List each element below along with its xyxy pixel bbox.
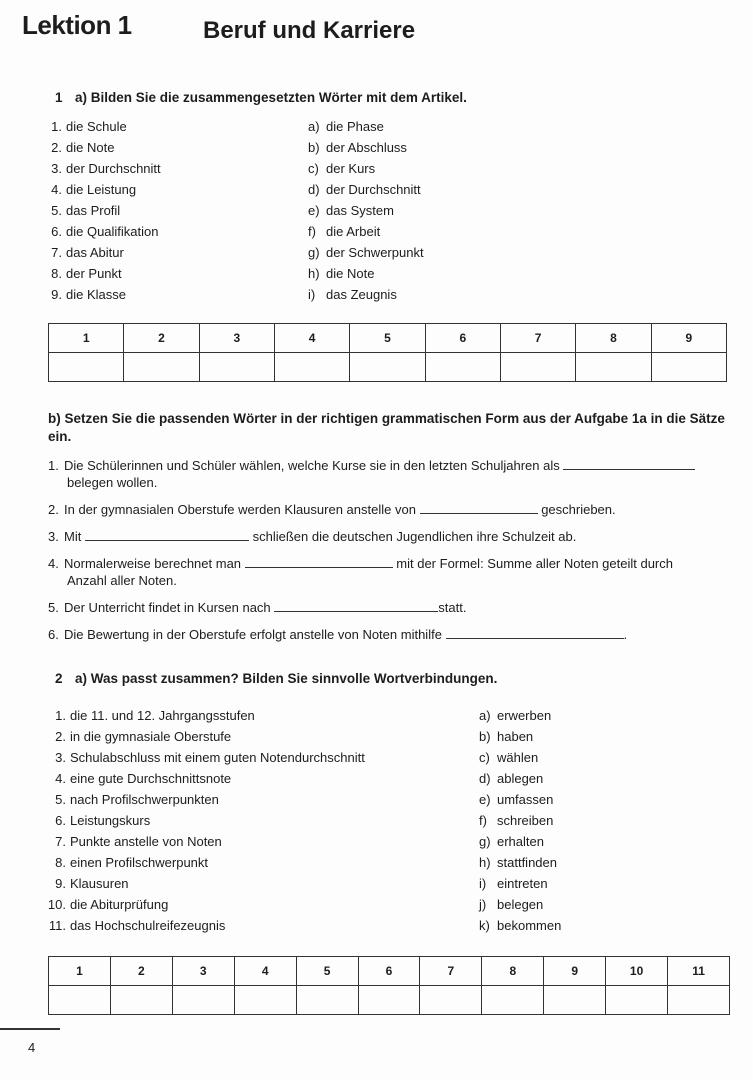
item-letter: b): [479, 729, 491, 744]
item-text: Punkte anstelle von Noten: [70, 834, 222, 849]
list-item: [308, 221, 424, 242]
item-letter: h): [479, 855, 491, 870]
item-number: 7.: [51, 245, 62, 260]
answer-cell[interactable]: [420, 986, 482, 1015]
item-text: in die gymnasiale Oberstufe: [70, 729, 232, 744]
list-item: [44, 200, 161, 221]
list-item: [42, 747, 365, 768]
exercise-instruction: a) Was passt zusammen? Bilden Sie sinnvolle Wortverbindungen.: [75, 671, 498, 686]
sentence-text: mit der Formel: Summe aller Noten geteilt durch: [396, 556, 673, 571]
item-number: 2.: [51, 140, 62, 155]
item-letter: k): [479, 918, 490, 933]
page-number: 4: [28, 1040, 36, 1055]
exercise-number: 2: [55, 671, 63, 686]
item-text: der Kurs: [326, 161, 376, 176]
list-item: [308, 158, 424, 179]
answer-grid-header: 6: [358, 957, 420, 986]
item-letter: g): [479, 834, 491, 849]
answer-cell[interactable]: [274, 353, 349, 382]
item-text: der Abschluss: [326, 140, 407, 155]
item-letter: e): [479, 792, 491, 807]
answer-cell[interactable]: [199, 353, 274, 382]
list-item: [308, 242, 424, 263]
list-item: [42, 894, 365, 915]
sentence-item: [48, 599, 466, 616]
list-item: [479, 747, 561, 768]
answer-cell[interactable]: [172, 986, 234, 1015]
item-number: 9.: [55, 876, 66, 891]
item-text: das System: [326, 203, 394, 218]
exercise-1a-heading: [55, 90, 467, 105]
answer-grid-header-row: [49, 324, 727, 353]
list-item: [44, 284, 161, 305]
list-item: [479, 705, 561, 726]
sentence-item: [48, 528, 576, 545]
list-item: [479, 831, 561, 852]
sentence-item: [48, 626, 627, 643]
list-item: [479, 852, 561, 873]
answer-cell[interactable]: [425, 353, 500, 382]
item-text: die Schule: [66, 119, 127, 134]
answer-grid-header: 7: [420, 957, 482, 986]
item-text: stattfinden: [497, 855, 557, 870]
item-letter: g): [308, 245, 320, 260]
list-item: [42, 705, 365, 726]
sentence-continuation: Anzahl aller Noten.: [67, 573, 177, 588]
list-item: [479, 894, 561, 915]
answer-grid-header: 9: [544, 957, 606, 986]
answer-cell[interactable]: [651, 353, 726, 382]
exercise-2a-right-list: [479, 705, 561, 936]
item-letter: e): [308, 203, 320, 218]
list-item: [44, 137, 161, 158]
item-text: das Zeugnis: [326, 287, 397, 302]
item-letter: i): [479, 876, 487, 891]
item-text: das Hochschulreifezeugnis: [70, 918, 226, 933]
sentence-item: [48, 501, 616, 518]
sentence-text: Der Unterricht findet in Kursen nach: [64, 600, 271, 615]
item-number: 8.: [55, 855, 66, 870]
list-item: [479, 768, 561, 789]
item-number: 11.: [48, 918, 66, 933]
item-letter: b): [308, 140, 320, 155]
sentence-text: Die Bewertung in der Oberstufe erfolgt anstelle von Noten mithilfe: [64, 627, 442, 642]
item-text: einen Profilschwerpunkt: [70, 855, 209, 870]
item-text: die 11. und 12. Jahrgangsstufen: [70, 708, 255, 723]
item-number: 4.: [55, 771, 66, 786]
item-number: 3.: [48, 529, 59, 544]
answer-grid-header: 1: [49, 324, 124, 353]
sentence-text: statt.: [438, 600, 467, 615]
answer-cell[interactable]: [49, 353, 124, 382]
item-text: der Durchschnitt: [326, 182, 421, 197]
answer-grid-header: 11: [668, 957, 730, 986]
list-item: [42, 831, 365, 852]
item-text: die Abiturprüfung: [70, 897, 169, 912]
list-item: [42, 810, 365, 831]
answer-cell[interactable]: [606, 986, 668, 1015]
item-number: 6.: [55, 813, 66, 828]
item-number: 7.: [55, 834, 66, 849]
item-letter: i): [308, 287, 316, 302]
item-text: schreiben: [497, 813, 554, 828]
item-text: der Punkt: [66, 266, 122, 281]
answer-grid-header: 8: [482, 957, 544, 986]
page-title: Beruf und Karriere: [203, 17, 416, 44]
list-item: [44, 242, 161, 263]
page-footer-rule: [0, 1028, 60, 1030]
list-item: [44, 221, 161, 242]
sentence-text: Normalerweise berechnet man: [64, 556, 242, 571]
list-item: [308, 263, 424, 284]
exercise-2a-heading: [55, 671, 497, 686]
item-text: die Note: [326, 266, 375, 281]
fill-blank[interactable]: [563, 457, 695, 470]
answer-cell[interactable]: [124, 353, 199, 382]
item-number: 5.: [51, 203, 62, 218]
sentence-item: [48, 457, 695, 474]
list-item: [308, 200, 424, 221]
sentence-text: geschrieben.: [541, 502, 616, 517]
list-item: [479, 915, 561, 936]
item-text: erwerben: [497, 708, 552, 723]
list-item: [42, 852, 365, 873]
item-number: 10.: [47, 897, 66, 912]
list-item: [479, 726, 561, 747]
item-number: 2.: [55, 729, 66, 744]
item-text: belegen: [497, 897, 544, 912]
answer-cell[interactable]: [296, 986, 358, 1015]
lesson-label: Lektion 1: [22, 10, 132, 40]
list-item: [44, 179, 161, 200]
answer-cell[interactable]: [482, 986, 544, 1015]
fill-blank[interactable]: [85, 528, 249, 541]
item-text: die Klasse: [66, 287, 126, 302]
item-text: der Durchschnitt: [66, 161, 161, 176]
answer-cell[interactable]: [500, 353, 575, 382]
answer-cell[interactable]: [576, 353, 651, 382]
answer-grid-header: 8: [576, 324, 651, 353]
answer-cell[interactable]: [544, 986, 606, 1015]
answer-cell[interactable]: [49, 986, 111, 1015]
item-number: 5.: [55, 792, 66, 807]
item-letter: d): [308, 182, 320, 197]
item-number: 8.: [51, 266, 62, 281]
answer-grid-header: 2: [110, 957, 172, 986]
item-letter: h): [308, 266, 320, 281]
answer-grid-header: 9: [651, 324, 726, 353]
sentence-continuation: belegen wollen.: [67, 475, 158, 490]
item-letter: j): [479, 897, 487, 912]
item-number: 9.: [51, 287, 62, 302]
exercise-instruction: a) Bilden Sie die zusammengesetzten Wörter mit dem Artikel.: [75, 90, 467, 105]
item-number: 4.: [51, 182, 62, 197]
item-number: 5.: [48, 600, 59, 615]
answer-grid-input-row: [49, 986, 730, 1015]
exercise-number: 1: [55, 90, 63, 105]
item-letter: a): [479, 708, 491, 723]
exercise-1b-heading: b) Setzen Sie die passenden Wörter in der richtigen grammatischen Form aus der Aufgabe 1a in die Sätze ein.: [48, 411, 725, 444]
item-letter: c): [479, 750, 490, 765]
item-text: die Note: [66, 140, 115, 155]
fill-blank[interactable]: [245, 555, 393, 568]
answer-grid-header: 7: [500, 324, 575, 353]
answer-grid-header: 3: [172, 957, 234, 986]
item-text: eine gute Durchschnittsnote: [70, 771, 232, 786]
item-number: 4.: [48, 556, 59, 571]
list-item: [308, 116, 424, 137]
fill-blank[interactable]: [274, 599, 438, 612]
sentence-text: In der gymnasialen Oberstufe werden Klausuren anstelle von: [64, 502, 416, 517]
list-item: [42, 726, 365, 747]
item-text: haben: [497, 729, 534, 744]
answer-grid-header: 4: [234, 957, 296, 986]
item-text: der Schwerpunkt: [326, 245, 424, 260]
item-text: die Leistung: [66, 182, 137, 197]
list-item: [42, 873, 365, 894]
exercise-1a-right-list: [308, 116, 424, 305]
item-text: Klausuren: [70, 876, 129, 891]
exercise-1a-answer-grid: [48, 323, 727, 382]
item-text: nach Profilschwerpunkten: [70, 792, 219, 807]
item-number: 3.: [51, 161, 62, 176]
item-number: 3.: [55, 750, 66, 765]
answer-cell[interactable]: [668, 986, 730, 1015]
item-text: das Abitur: [66, 245, 124, 260]
item-number: 1.: [55, 708, 66, 723]
item-letter: f): [479, 813, 487, 828]
list-item: [308, 137, 424, 158]
item-text: das Profil: [66, 203, 121, 218]
item-text: die Phase: [326, 119, 384, 134]
sentence-item: [48, 555, 673, 572]
item-number: 1.: [51, 119, 62, 134]
item-number: 6.: [48, 627, 59, 642]
item-letter: d): [479, 771, 491, 786]
list-item: [42, 915, 365, 936]
answer-cell[interactable]: [234, 986, 296, 1015]
list-item: [44, 158, 161, 179]
answer-grid-header: 1: [49, 957, 111, 986]
answer-grid-header: 3: [199, 324, 274, 353]
item-number: 6.: [51, 224, 62, 239]
answer-grid-header: 10: [606, 957, 668, 986]
answer-grid-input-row: [49, 353, 727, 382]
item-number: 2.: [48, 502, 59, 517]
sentence-text: .: [623, 627, 628, 642]
list-item: [308, 179, 424, 200]
sentence-text: Mit: [64, 529, 82, 544]
item-text: die Qualifikation: [66, 224, 159, 239]
exercise-2a-left-list: [42, 705, 365, 936]
answer-grid-header: 5: [350, 324, 425, 353]
answer-grid-header: 4: [274, 324, 349, 353]
item-text: umfassen: [497, 792, 554, 807]
answer-cell[interactable]: [350, 353, 425, 382]
item-text: wählen: [497, 750, 539, 765]
item-text: Leistungskurs: [70, 813, 151, 828]
list-item: [42, 768, 365, 789]
list-item: [308, 284, 424, 305]
item-text: bekommen: [497, 918, 562, 933]
item-text: erhalten: [497, 834, 544, 849]
answer-grid-header-row: [49, 957, 730, 986]
item-letter: f): [308, 224, 316, 239]
fill-blank[interactable]: [420, 501, 538, 514]
sentence-text: Die Schülerinnen und Schüler wählen, welche Kurse sie in den letzten Schuljahren als: [64, 458, 560, 473]
answer-grid-header: 6: [425, 324, 500, 353]
list-item: [44, 263, 161, 284]
exercise-1a-left-list: [44, 116, 161, 305]
item-text: die Arbeit: [326, 224, 381, 239]
list-item: [44, 116, 161, 137]
exercise-2a-answer-grid: [48, 956, 730, 1015]
answer-cell[interactable]: [110, 986, 172, 1015]
sentence-text: schließen die deutschen Jugendlichen ihre Schulzeit ab.: [252, 529, 577, 544]
answer-grid-header: 5: [296, 957, 358, 986]
item-letter: c): [308, 161, 319, 176]
fill-blank[interactable]: [446, 626, 624, 639]
item-text: ablegen: [497, 771, 544, 786]
item-text: eintreten: [497, 876, 548, 891]
answer-cell[interactable]: [358, 986, 420, 1015]
item-letter: a): [308, 119, 320, 134]
item-text: Schulabschluss mit einem guten Notendurchschnitt: [70, 750, 365, 765]
answer-grid-header: 2: [124, 324, 199, 353]
list-item: [479, 789, 561, 810]
item-number: 1.: [48, 458, 59, 473]
list-item: [479, 810, 561, 831]
list-item: [479, 873, 561, 894]
list-item: [42, 789, 365, 810]
